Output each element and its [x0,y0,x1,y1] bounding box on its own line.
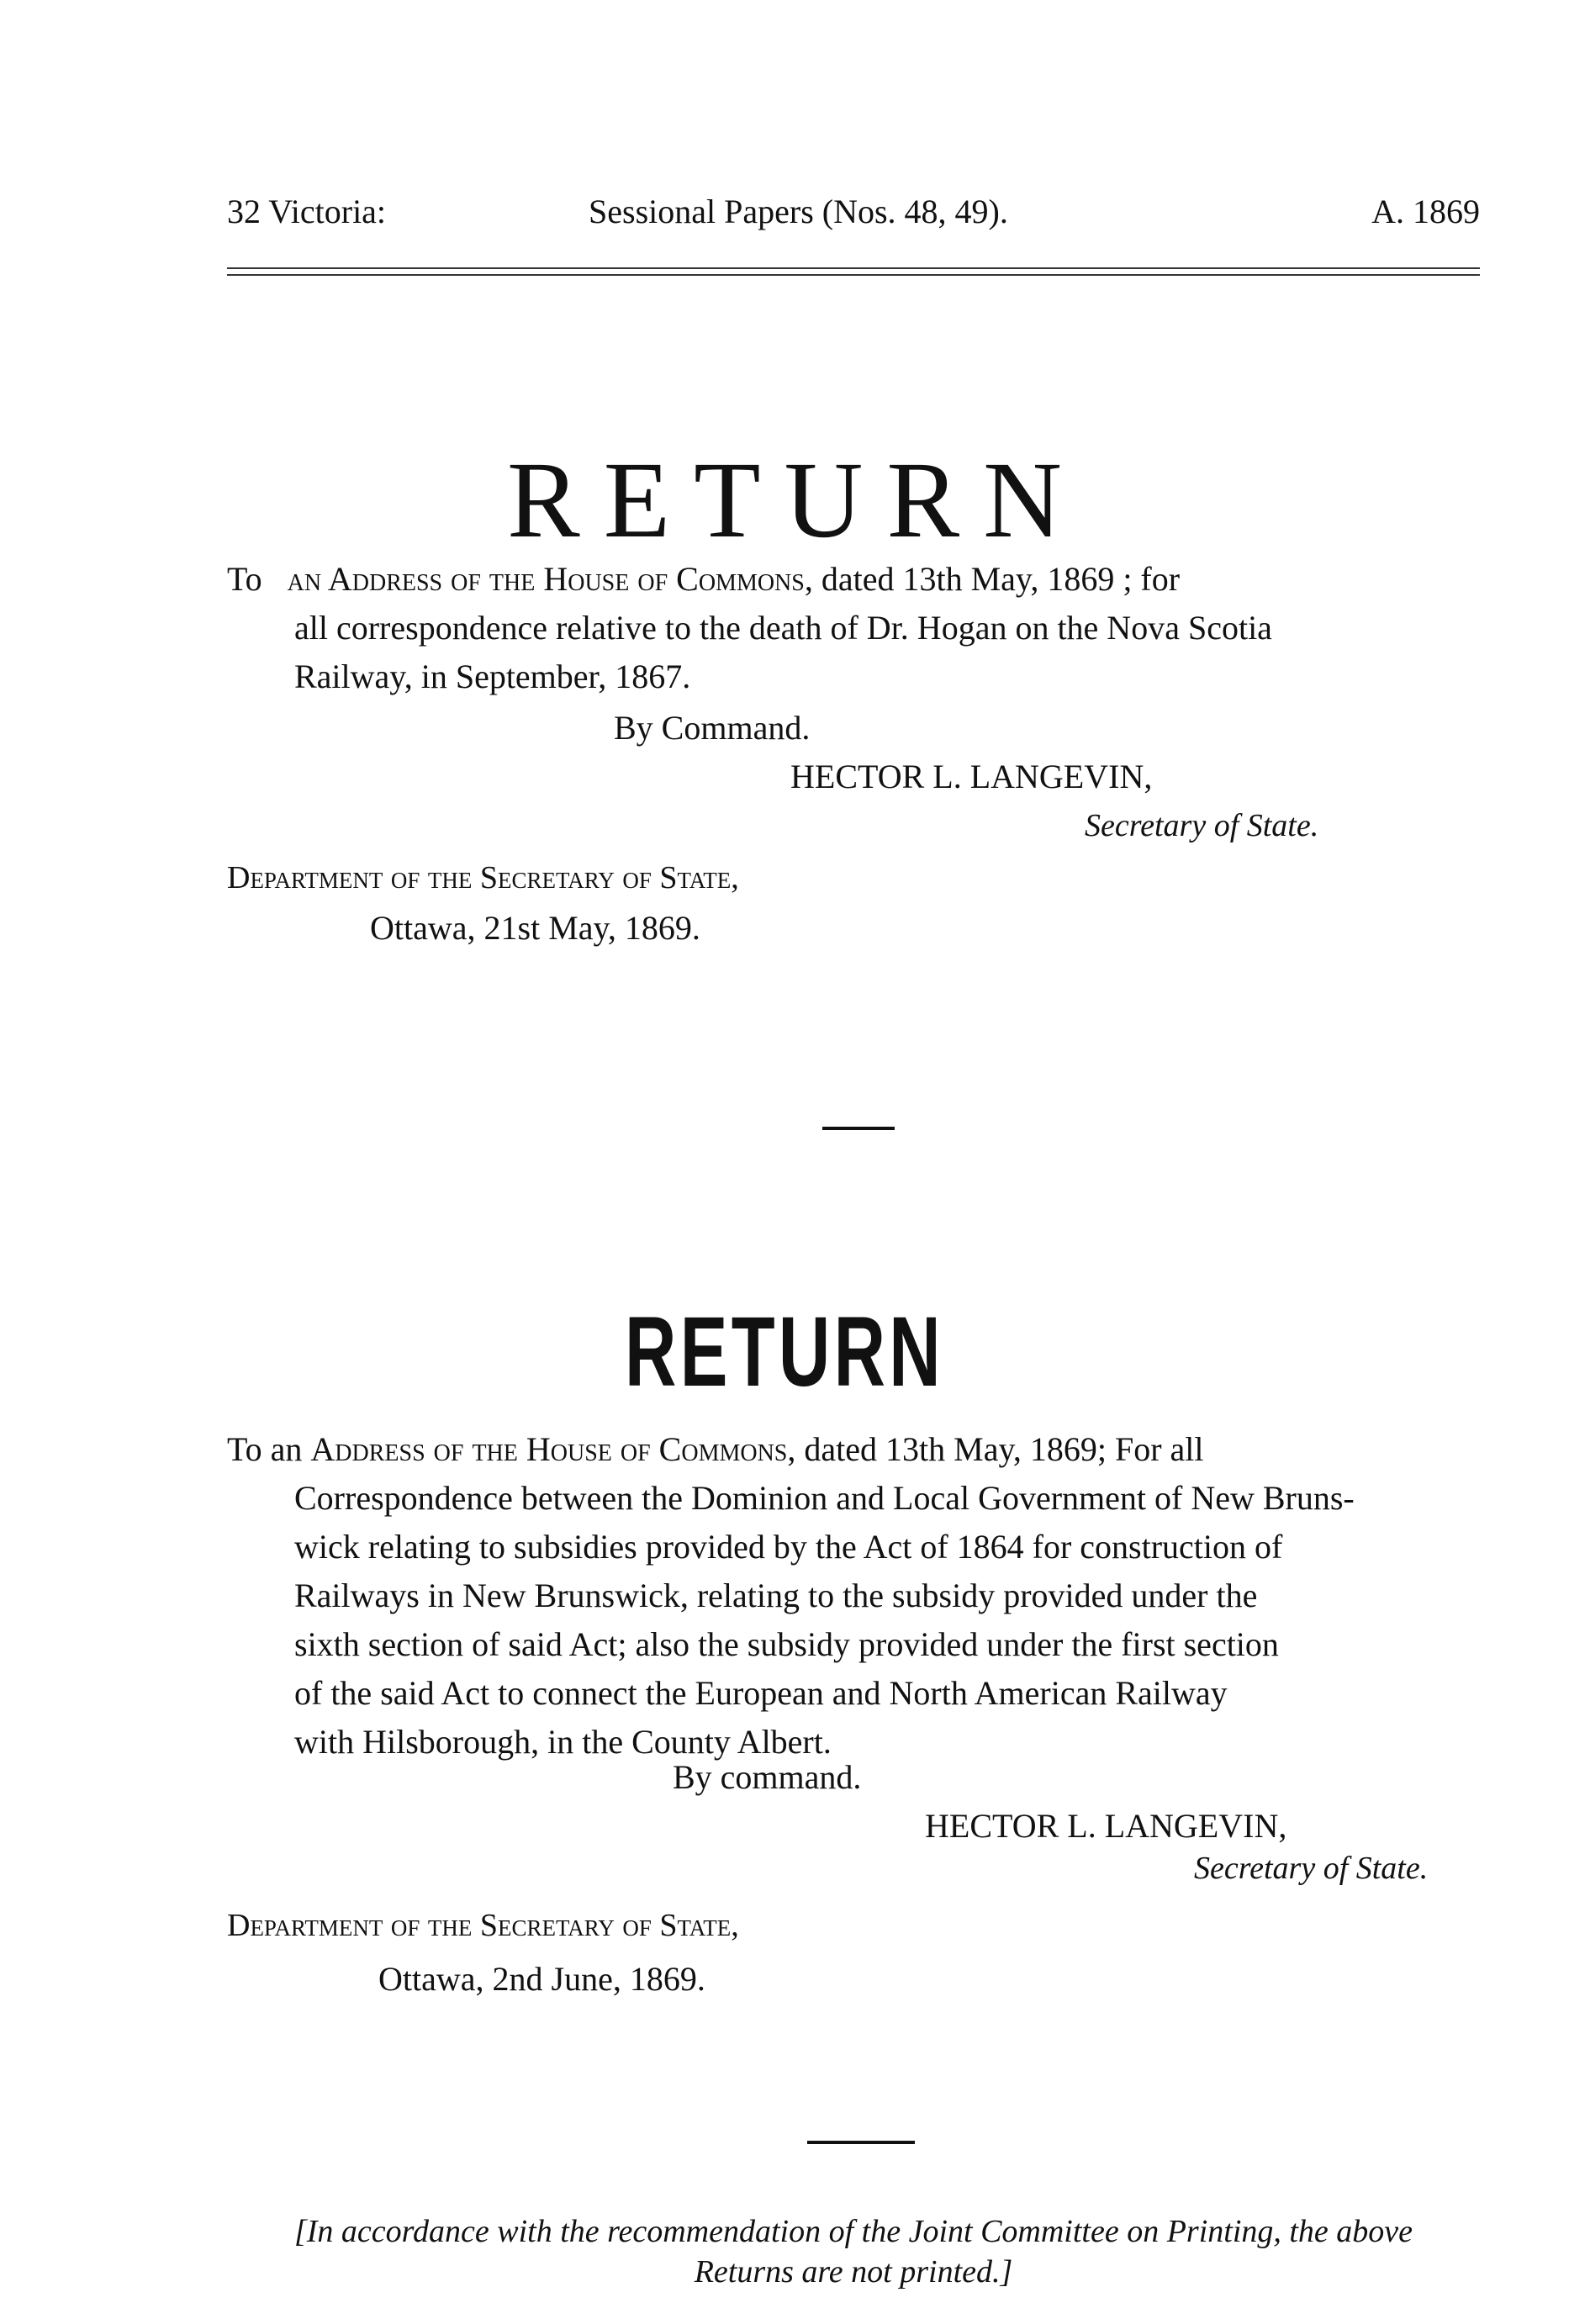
signer-title-2: Secretary of State. [1194,1851,1429,1886]
by-command-2: By command. [673,1758,862,1796]
header-year: A. 1869 [1371,193,1480,230]
return-1-paragraph [227,555,1480,701]
return-2-to: To an [227,1430,303,1468]
return-2-line-5: sixth section of said Act; also the subsidy provided under the first section [294,1625,1279,1663]
by-command-1: By Command. [614,709,811,747]
header-volume: 32 Victoria: [227,193,387,230]
signer-2: HECTOR L. LANGEVIN, [925,1807,1287,1845]
return-1-to: To [227,560,262,598]
place-date-2: Ottawa, 2nd June, 1869. [378,1960,705,1998]
return-2-line-2: Correspondence between the Dominion and Local Government of New Bruns- [294,1479,1355,1517]
return-1-line-3: Railway, in September, 1867. [294,658,691,695]
department-2: Department of the Secretary of State, [227,1908,739,1943]
printing-footnote [227,2211,1480,2292]
signer-1: HECTOR L. LANGEVIN, [790,758,1153,795]
header-rule-bottom [227,274,1480,276]
footnote-line-1: [In accordance with the recommendation of the Joint Committee on Printing, the above [293,2214,1413,2249]
header-sessional-papers: Sessional Papers (Nos. 48, 49). [589,193,1008,230]
return-title-2: RETURN [625,1297,944,1408]
return-2-address: Address of the House of Commons, [310,1430,796,1468]
section-separator-2 [807,2141,915,2144]
return-2-line-3: wick relating to subsidies provided by the Act of 1864 for construction of [294,1528,1283,1566]
return-title-1: RETURN [507,440,1086,561]
return-2-line-4: Railways in New Brunswick, relating to the subsidy provided under the [294,1577,1258,1614]
department-1: Department of the Secretary of State, [227,860,739,895]
return-1-line-1 [227,555,1480,604]
return-2-dated: dated 13th May, 1869; For all [804,1430,1204,1468]
header-rule-top [227,267,1480,269]
footnote-line-2: Returns are not printed.] [694,2254,1013,2290]
section-separator-1 [822,1127,895,1130]
place-date-1: Ottawa, 21st May, 1869. [370,909,700,947]
return-2-line-7: with Hilsborough, in the County Albert. [294,1723,832,1761]
running-header [227,192,1480,251]
return-2-paragraph [227,1425,1480,1767]
return-1-dated: dated 13th May, 1869 ; for [821,560,1181,598]
return-1-address: an Address of the House of Commons, [287,560,813,598]
return-1-line-2: all correspondence relative to the death of Dr. Hogan on the Nova Scotia [294,609,1272,647]
return-2-line-1 [227,1425,1480,1474]
return-2-line-6: of the said Act to connect the European and North American Railway [294,1674,1228,1712]
signer-title-1: Secretary of State. [1085,808,1319,843]
